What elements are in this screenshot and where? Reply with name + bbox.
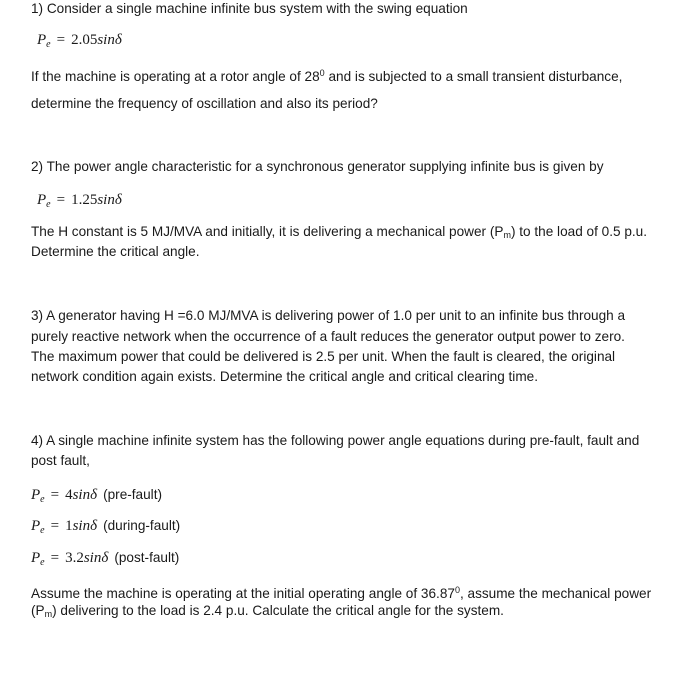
q2-line1: The H constant is 5 MJ/MVA and initially, it is delivering a mechanical power $(P_m)$ to the load of 0.5 p.u.: [31, 224, 647, 240]
q1-equation: $P_e = 2.05\sin\delta$: [37, 32, 122, 50]
q3-line4: network condition again exists. Determine the critical angle and critical clearing time.: [31, 369, 538, 384]
q3-line1: 3) A generator having H =6.0 MJ/MVA is delivering power of 1.0 per unit to an infinite bus through a: [31, 308, 626, 323]
q4-line4: $(P_m)$ delivering to the load is 2.4 p.u. Calculate the critical angle for the system.: [31, 603, 504, 619]
q1-intro: 1) Consider a single machine infinite bus system with the swing equation: [31, 1, 468, 16]
q1-line1: If the machine is operating at a rotor angle of $28^0$ and is subjected to a small transient disturbance,: [31, 68, 623, 84]
q4-line2: post fault,: [31, 453, 90, 468]
q2-intro: 2) The power angle characteristic for a synchronous generator supplying infinite bus is given by: [31, 159, 604, 174]
q3-line2: purely reactive network when the occurrence of a fault reduces the generator output power to zero.: [31, 329, 625, 344]
q4-equation-prefault: $P_e = 4\sin\delta$ (pre-fault): [31, 487, 162, 505]
q4-equation-during-fault: $P_e = 1\sin\delta$ (during-fault): [31, 518, 181, 536]
q2-line2: Determine the critical angle.: [31, 244, 200, 259]
q4-equation-postfault: $P_e = 3.2\sin\delta$ (post-fault): [31, 550, 180, 568]
q4-line3: Assume the machine is operating at the initial operating angle of 36.87$^0$, assume the mechanical power: [31, 585, 652, 601]
q1-line2: determine the frequency of oscillation and also its period?: [31, 96, 378, 111]
q2-equation: $P_e = 1.25\sin\delta$: [37, 192, 122, 210]
q4-line1: 4) A single machine infinite system has the following power angle equations during pre-fault, fault and: [31, 433, 640, 448]
q3-line3: The maximum power that could be delivered is 2.5 per unit. When the fault is cleared, the original: [31, 349, 616, 364]
